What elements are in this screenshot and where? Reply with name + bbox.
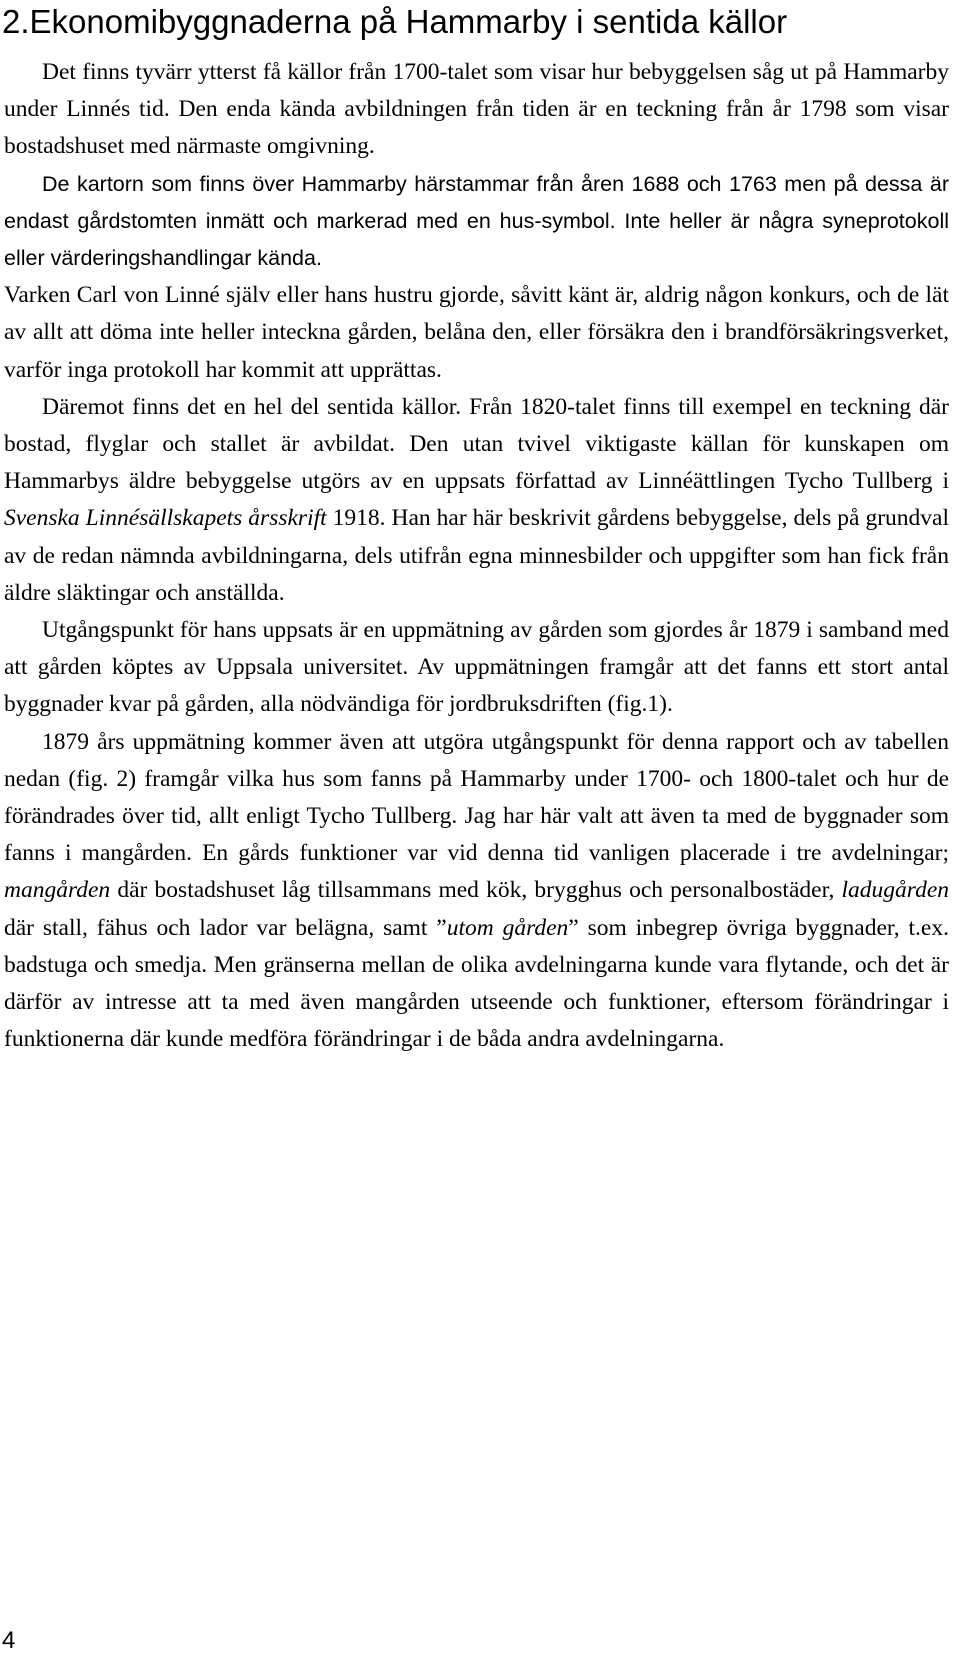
- paragraph-report-basis-text-a: 1879 års uppmätning kommer även att utgöra utgångspunkt för denna rapport och av tabellen nedan (fig. 2) framgår vilka hus som fanns på Hammarby under 1700- och 1800-talet och hur de förändrades över tid, allt enligt Tycho Tullberg. Jag har här valt att även ta med de byggnader som fanns i mangården. En gårds funktioner var vid denna tid vanligen placerade i tre avdelningar;: [4, 728, 949, 867]
- body-text: [4, 54, 949, 1058]
- paragraph-report-basis: [4, 724, 949, 1059]
- term-utom-garden: utom gården: [446, 914, 569, 941]
- paragraph-report-basis-text-b: där bostadshuset låg tillsammans med kök, brygghus och personalbostäder,: [110, 877, 842, 904]
- paragraph-maps: De kartorn som finns över Hammarby härstammar från åren 1688 och 1763 men på dessa är endast gårdstomten inmätt och markerad med en hus-symbol. Inte heller är några syneprotokoll eller värderingshandlingar kända.: [4, 171, 949, 271]
- paragraph-sources-1700s: Det finns tyvärr ytterst få källor från 1700-talet som visar hur bebyggelsen såg ut på Hammarby under Linnés tid. Den enda kända avbildningen från tiden är en teckning från år 1798 som visar bostadshuset med närmaste omgivning.: [4, 59, 949, 160]
- publication-title: Svenska Linnésällskapets årsskrift: [4, 505, 327, 532]
- term-ladugarden: ladugården: [841, 877, 949, 904]
- paragraph-report-basis-text-c: där stall, fähus och lador var belägna, samt ”: [4, 914, 447, 941]
- term-mangarden: mangården: [4, 877, 111, 904]
- paragraph-later-sources-text-a: Däremot finns det en hel del sentida källor. Från 1820-talet finns till exempel en teckning där bostad, flyglar och stallet är avbildat. Den utan tvivel viktigaste källan för kunskapen om Hammarbys äldre bebyggelse utgörs av en uppsats författad av Linnéättlingen Tycho Tullberg i: [4, 393, 949, 495]
- section-heading: 2.Ekonomibyggnaderna på Hammarby i sentida källor: [2, 3, 788, 40]
- paragraph-report-basis-text-d: ” som inbegrep övriga byggnader, t.ex. badstuga och smedja. Men gränserna mellan de olika avdelningarna kunde vara flytande, och det är därför av intresse att ta med även mangården utseende och funktioner, eftersom förändringar i funktionerna där kunde medföra förändringar i de båda andra avdelningarna.: [4, 914, 949, 1053]
- paragraph-survey-1879: Utgångspunkt för hans uppsats är en uppmätning av gården som gjordes år 1879 i samband med att gården köptes av Uppsala universitet. Av uppmätningen framgår att det fanns ett stort antal byggnader kvar på gården, alla nödvändiga för jordbruksdriften (fig.1).: [4, 617, 949, 718]
- paragraph-later-sources: [4, 389, 949, 612]
- paragraph-later-sources-text-b: 1918. Han har här beskrivit gårdens bebyggelse, dels på grundval av de redan nämnda avbildningarna, dels utifrån egna minnesbilder och uppgifter som han fick från äldre släktingar och anställda.: [4, 505, 949, 606]
- page-number: 4: [2, 1627, 16, 1654]
- paragraph-no-protocols: Varken Carl von Linné själv eller hans hustru gjorde, såvitt känt är, aldrig någon konkurs, och de lät av allt att döma inte heller inteckna gården, belåna den, eller försäkra den i brandförsäkringsverket, varför inga protokoll har kommit att upprättas.: [4, 282, 949, 383]
